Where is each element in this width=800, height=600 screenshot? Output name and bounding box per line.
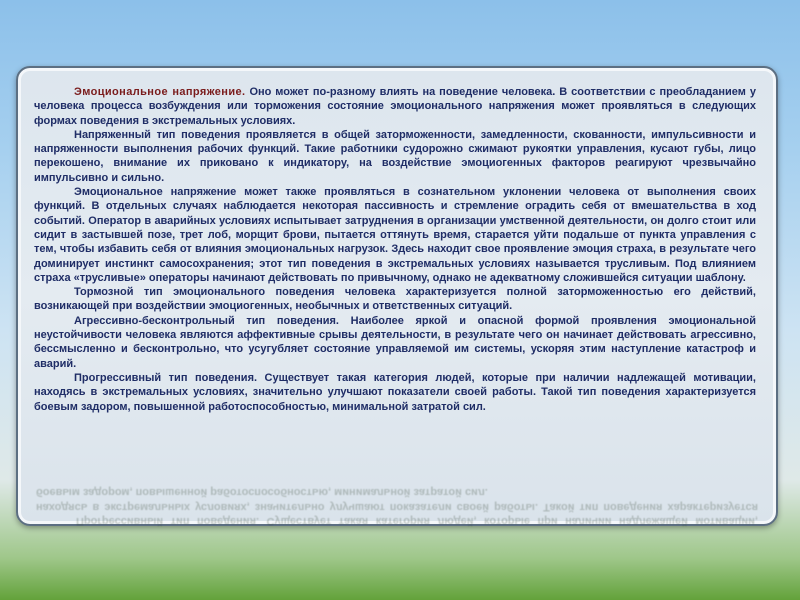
reflected-paragraph: Прогрессивный тип поведения. Существует такая категория людей, которые при наличии надлежащей мотивации, находясь в экстремальных условиях, значительно улучшают показатели своей работы. Такой тип поведения характеризуется боевым задором, повышенной работоспособностью, минимальной затратой сил. [36,486,758,527]
paragraph-avoidance-type: Эмоциональное напряжение может также проявляться в сознательном уклонении человека от выполнения своих функций. В отдельных случаях наблюдается некоторая пассивность и стремление оградить себя от вмешательства в ход событий. Оператор в аварийных условиях испытывает затруднения в организации умственной деятельности, он долго стоит или сидит в застывшей позе, трет лоб, морщит брови, пытается оттянуть время, старается уйти подальше от пункта управления с тем, чтобы избавить себя от влияния эмоциональных нагрузок. Здесь находит свое проявление эмоция страха, в результате чего доминирует инстинкт самосохранения; этот тип поведения в экстремальных условиях называется трусливым. Под влиянием страха «трусливые» операторы начинают действовать по привычному, однако не адекватному сложившейся ситуации шаблону. [34,186,756,284]
section-heading: Эмоциональное напряжение. [74,86,246,98]
paragraph-tense-type: Напряженный тип поведения проявляется в общей заторможенности, замедленности, скованности, импульсивности и напряженности выполнения рабочих функций. Такие работники судорожно сжимают рукоятки управления, кусают губы, лицо перекошено, внимание их приковано к индикатору, на воздействие эмоциогенных факторов реагируют чрезвычайно импульсивно и сильно. [34,128,756,184]
paragraph-progressive-type: Прогрессивный тип поведения. Существует такая категория людей, которые при наличии надлежащей мотивации, находясь в экстремальных условиях, значительно улучшают показатели своей работы. Такой тип поведения характеризуется боевым задором, повышенной работоспособностью, минимальной затратой сил. [34,371,756,413]
paragraph-intro [34,85,756,128]
paragraph-text: Оно может по-разному влиять на поведение человека. В соответствии с преобладанием у человека процесса возбуждения или торможения состояние эмоционального напряжения может проявляться в следующих формах поведения в экстремальных условиях. [34,86,756,127]
card-reflection [16,486,778,600]
text-card [16,66,778,526]
paragraph-inhibited-type: Тормозной тип эмоционального поведения человека характеризуется полной заторможенностью его действий, возникающей при воздействии эмоциогенных, необычных и ответственных ситуаций. [34,286,756,313]
paragraph-aggressive-type: Агрессивно-бесконтрольный тип поведения. Наиболее яркой и опасной формой проявления эмоциональной неустойчивости человека являются аффективные срывы деятельности, в результате чего он начинает действовать агрессивно, бессмысленно и бесконтрольно, что усугубляет состояние управляемой им системы, ускоряя этим наступление катастроф и аварий. [34,314,756,370]
